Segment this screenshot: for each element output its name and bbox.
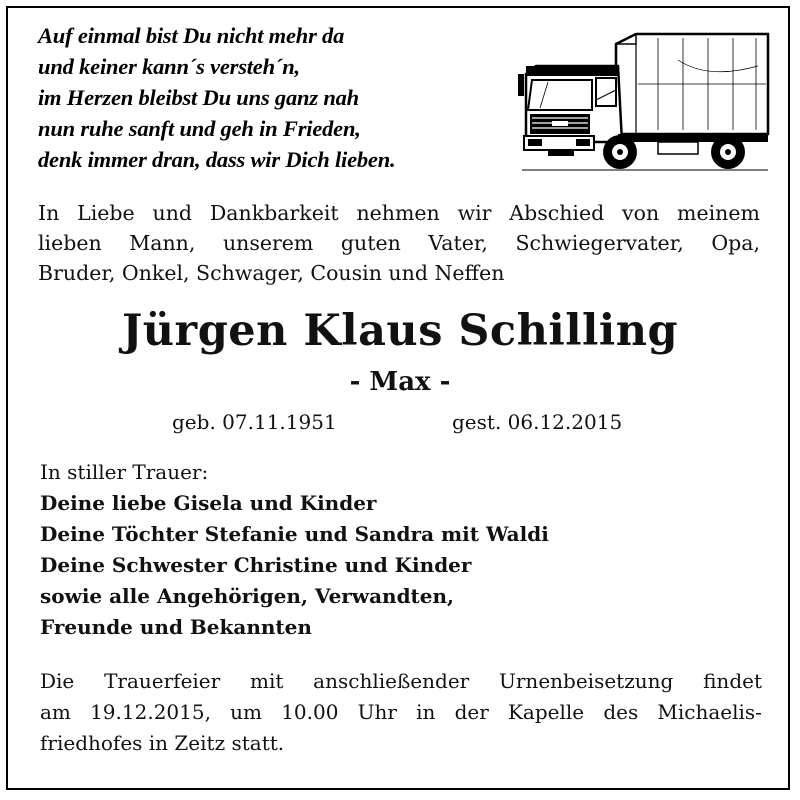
death-date: gest. 06.12.2015	[452, 410, 623, 434]
poem-line: Auf einmal bist Du nicht mehr da	[38, 23, 345, 48]
intro-word: Dankbarkeit	[209, 201, 339, 225]
poem-line: denk immer dran, dass wir Dich lieben.	[38, 147, 396, 172]
funeral-word: anschließender	[313, 669, 470, 693]
mourners-heading: In stiller Trauer:	[40, 460, 209, 484]
mourner-line: Deine Töchter Stefanie und Sandra mit Waldi	[40, 522, 549, 546]
truck-icon	[518, 30, 772, 172]
funeral-word: Michaelis-	[657, 700, 762, 724]
poem-line: und keiner kann´s versteh´n,	[38, 54, 300, 79]
intro-word: lieben	[38, 231, 102, 255]
mourner-line: Deine Schwester Christine und Kinder	[40, 553, 472, 577]
intro-word: meinem	[677, 201, 760, 225]
intro-word: In	[38, 201, 60, 225]
mourner-line: sowie alle Angehörigen, Verwandten,	[40, 584, 455, 608]
intro-word: nehmen	[356, 201, 440, 225]
funeral-word: mit	[249, 669, 284, 693]
funeral-word: findet	[703, 669, 762, 693]
mourner-line: Freunde und Bekannten	[40, 615, 312, 639]
deceased-nickname: - Max -	[349, 367, 451, 397]
funeral-line-2	[40, 697, 762, 728]
funeral-word: Die	[40, 669, 75, 693]
funeral-word: Kapelle	[507, 700, 585, 724]
intro-word: Opa,	[711, 231, 760, 255]
poem	[38, 20, 508, 175]
funeral-word: Urnenbeisetzung	[499, 669, 674, 693]
intro-word: Schwiegervater,	[515, 231, 684, 255]
funeral-word: um	[230, 700, 262, 724]
intro-word: unserem	[222, 231, 314, 255]
deceased-name: Jürgen Klaus Schilling	[121, 306, 679, 356]
intro-word: guten	[340, 231, 401, 255]
mourners-section	[40, 457, 760, 643]
mourner-line: Deine liebe Gisela und Kinder	[40, 491, 377, 515]
funeral-word: des	[603, 700, 639, 724]
funeral-word: der	[454, 700, 489, 724]
funeral-word: Uhr	[357, 700, 397, 724]
intro-word: Vater,	[428, 231, 488, 255]
funeral-word: 10.00	[281, 700, 339, 724]
funeral-notice	[40, 666, 762, 759]
intro-word: von	[622, 201, 660, 225]
intro-line-1	[38, 198, 760, 228]
birth-date: geb. 07.11.1951	[172, 410, 337, 434]
poem-line: im Herzen bleibst Du uns ganz nah	[38, 85, 359, 110]
intro-word: wir	[457, 201, 492, 225]
intro-line-2	[38, 228, 760, 258]
intro-word: Liebe	[77, 201, 135, 225]
funeral-word: am	[40, 700, 71, 724]
intro-word: Mann,	[129, 231, 196, 255]
intro-word: Abschied	[509, 201, 605, 225]
funeral-word: in	[416, 700, 436, 724]
intro-line-3: Bruder, Onkel, Schwager, Cousin und Neffen	[38, 261, 505, 285]
funeral-word: 19.12.2015,	[90, 700, 211, 724]
funeral-line-3: friedhofes in Zeitz statt.	[40, 731, 285, 755]
intro-word: und	[152, 201, 193, 225]
funeral-word: Trauerfeier	[104, 669, 221, 693]
poem-line: nun ruhe sanft und geh in Frieden,	[38, 116, 361, 141]
funeral-line-1	[40, 666, 762, 697]
intro-text	[38, 198, 760, 288]
